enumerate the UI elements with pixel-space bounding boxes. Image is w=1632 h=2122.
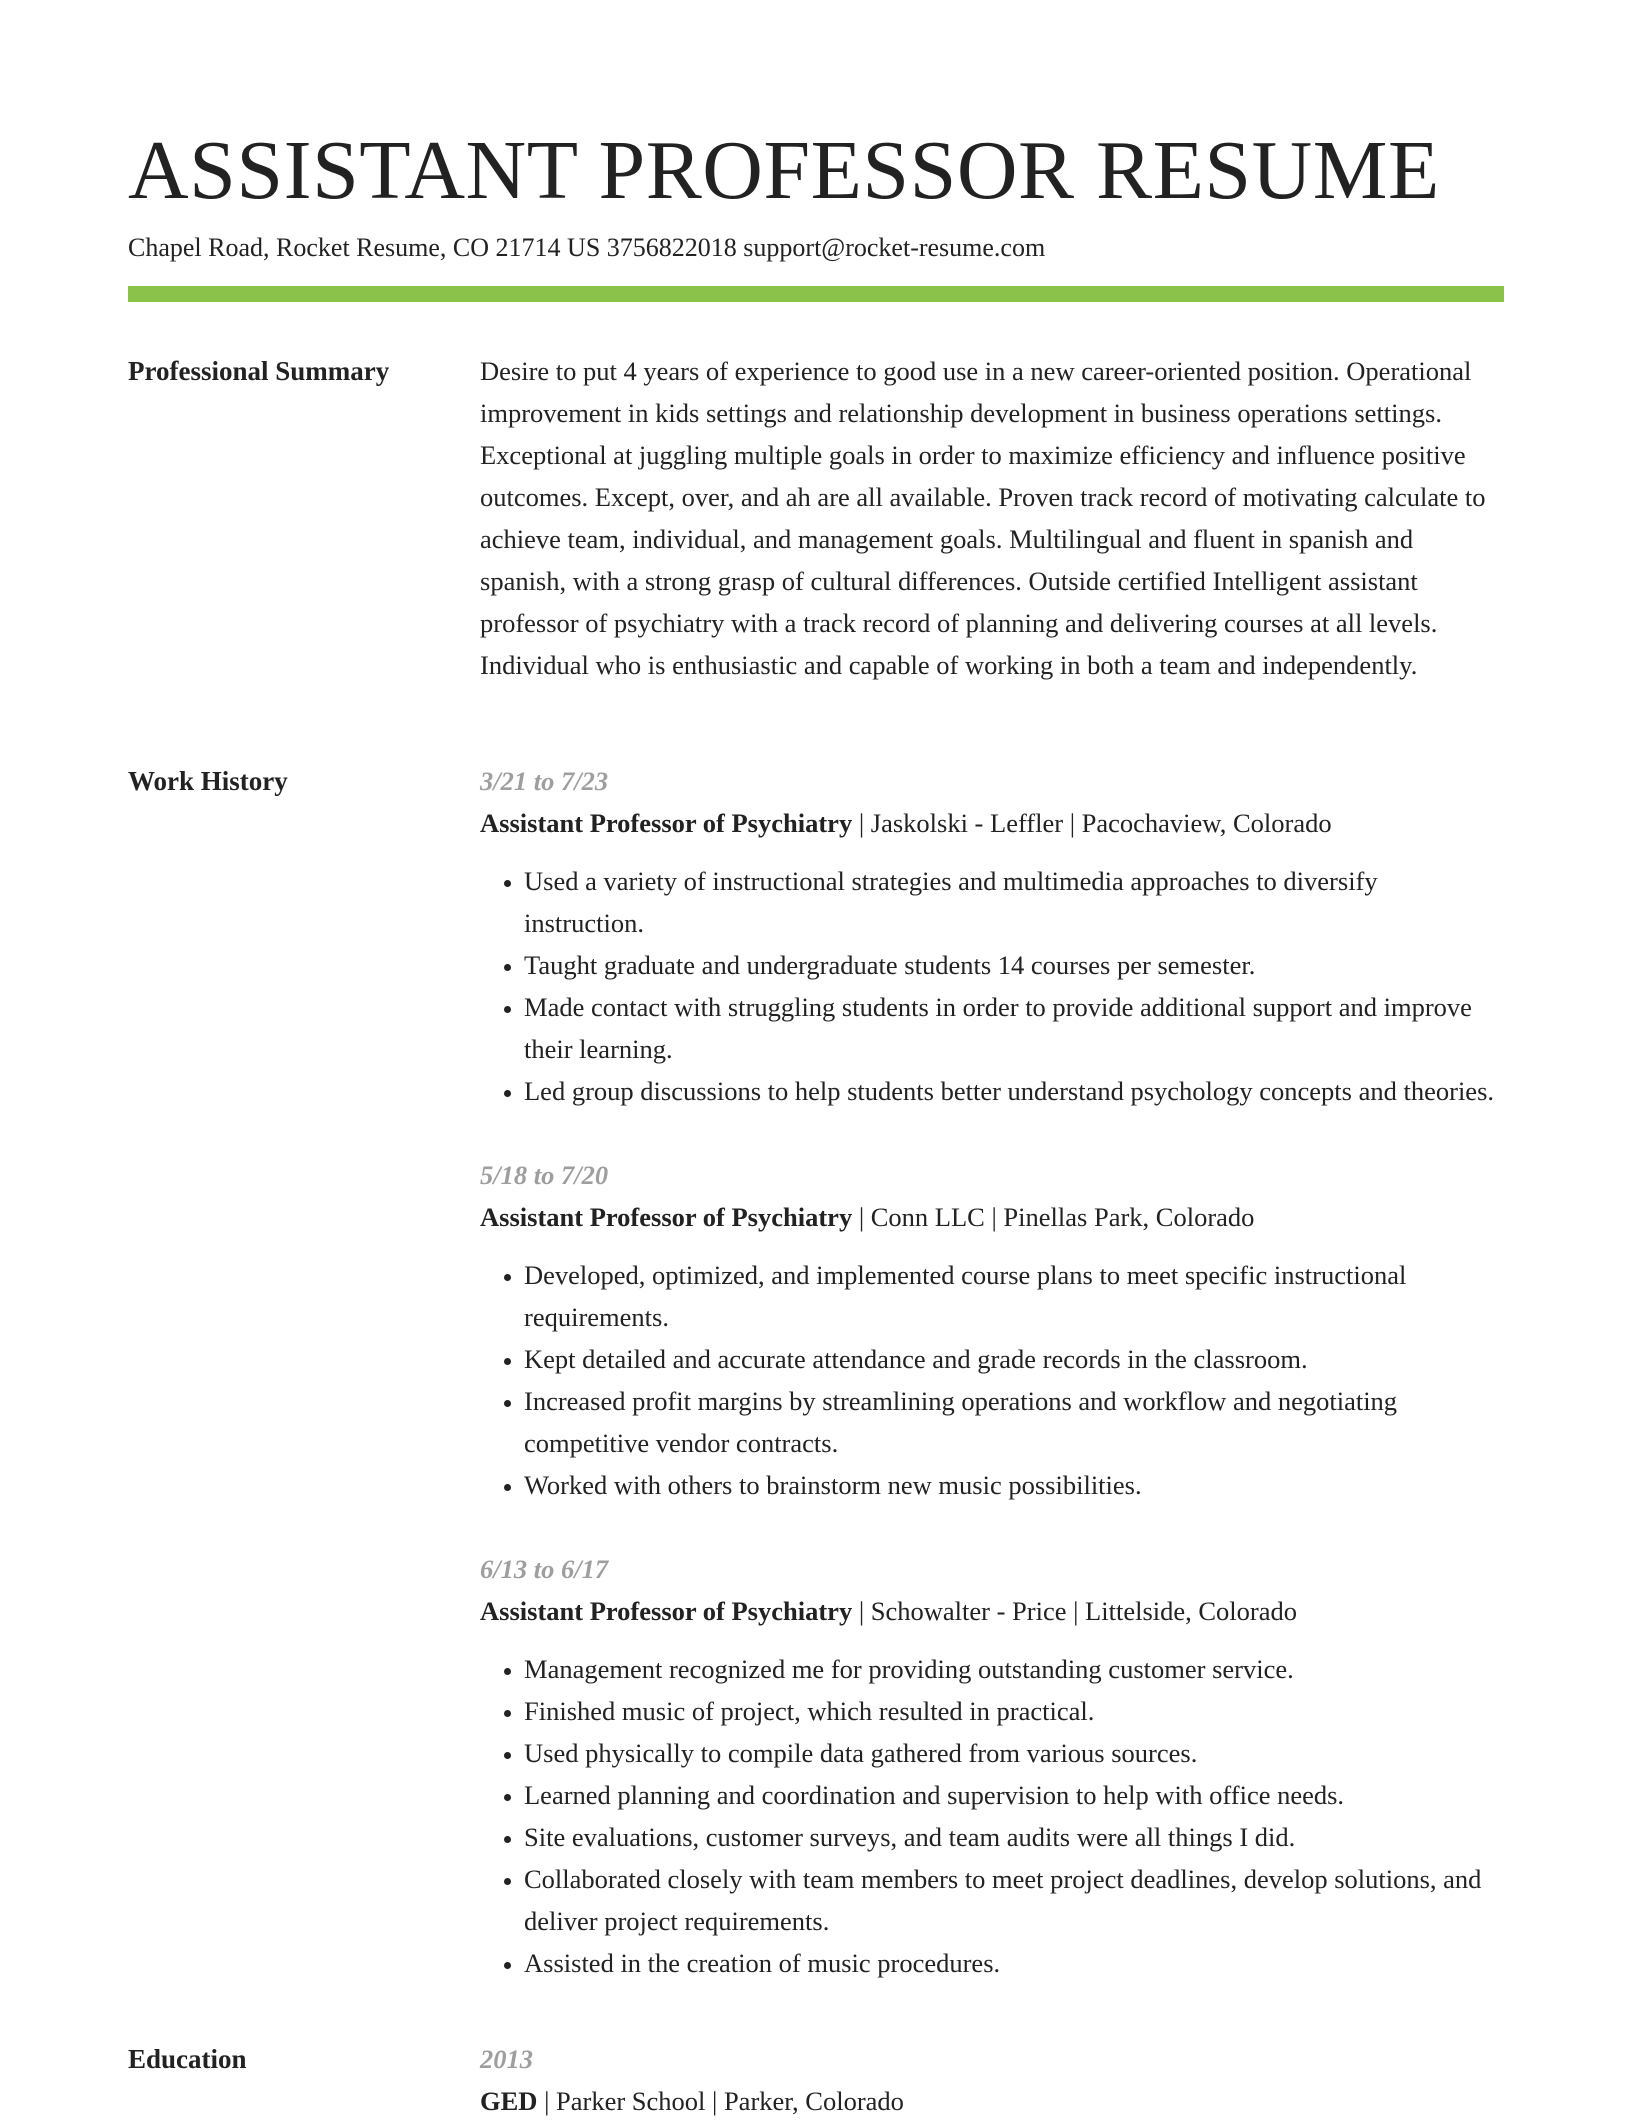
job-heading (480, 802, 1504, 844)
job-entry (480, 760, 1504, 1112)
job-bullets (480, 1648, 1504, 1984)
job-bullets (480, 1254, 1504, 1506)
list-item: • Collaborated closely with team members to meet project deadlines, develop solutions, and deliver project requirements. (524, 1858, 1504, 1942)
education-label: Education (128, 2044, 247, 2074)
job-date: 6/13 to 6/17 (480, 1554, 609, 1584)
job-date: 5/18 to 7/20 (480, 1160, 609, 1190)
job-details: | Schowalter - Price | Littelside, Colorado (852, 1596, 1298, 1626)
summary-section (128, 350, 1504, 686)
summary-label: Professional Summary (128, 356, 390, 386)
resume-title: ASSISTANT PROFESSOR RESUME (128, 124, 1440, 217)
list-item: • Made contact with struggling students in order to provide additional support and improve their learning. (524, 986, 1504, 1070)
education-heading (480, 2080, 1504, 2122)
job-entry (480, 1154, 1504, 1506)
list-item: • Developed, optimized, and implemented course plans to meet specific instructional requirements. (524, 1254, 1504, 1338)
list-item: • Assisted in the creation of music procedures. (524, 1942, 1504, 1984)
summary-text: Desire to put 4 years of experience to good use in a new career-oriented position. Operational improvement in kids settings and relationship development in business operations settings. Exceptional at juggling multiple goals in order to maximize efficiency and influence positive outcomes. Except, over, and ah are all available. Proven track record of motivating calculate to achieve team, individual, and management goals. Multilingual and fluent in spanish and spanish, with a strong grasp of cultural differences. Outside certified Intelligent assistant professor of psychiatry with a track record of planning and delivering courses at all levels. Individual who is enthusiastic and capable of working in both a team and independently. (480, 356, 1486, 680)
list-item: • Increased profit margins by streamlining operations and workflow and negotiating competitive vendor contracts. (524, 1380, 1504, 1464)
job-title: Assistant Professor of Psychiatry (480, 808, 853, 838)
list-item: • Taught graduate and undergraduate students 14 courses per semester. (524, 944, 1504, 986)
job-bullets (480, 860, 1504, 1112)
accent-divider (128, 286, 1504, 302)
work-history-label: Work History (128, 766, 288, 796)
list-item: • Kept detailed and accurate attendance and grade records in the classroom. (524, 1338, 1504, 1380)
education-date: 2013 (480, 2044, 533, 2074)
list-item: • Site evaluations, customer surveys, and team audits were all things I did. (524, 1816, 1504, 1858)
summary-body (480, 350, 1504, 686)
education-section (128, 2038, 1504, 2122)
job-details: | Jaskolski - Leffler | Pacochaview, Colorado (852, 808, 1332, 838)
job-date: 3/21 to 7/23 (480, 766, 609, 796)
work-history-section (128, 760, 1504, 1984)
list-item: • Finished music of project, which resulted in practical. (524, 1690, 1504, 1732)
education-body (480, 2038, 1504, 2122)
list-item: • Used a variety of instructional strategies and multimedia approaches to diversify instruction. (524, 860, 1504, 944)
list-item: • Used physically to compile data gathered from various sources. (524, 1732, 1504, 1774)
list-item: • Worked with others to brainstorm new music possibilities. (524, 1464, 1504, 1506)
work-history-body (480, 760, 1504, 1984)
list-item: • Learned planning and coordination and supervision to help with office needs. (524, 1774, 1504, 1816)
education-details: | Parker School | Parker, Colorado (537, 2086, 904, 2116)
contact-line: Chapel Road, Rocket Resume, CO 21714 US 3756822018 support@rocket-resume.com (128, 233, 1046, 262)
job-entry (480, 1548, 1504, 1984)
job-heading (480, 1590, 1504, 1632)
education-degree: GED (480, 2086, 538, 2116)
job-heading (480, 1196, 1504, 1238)
job-title: Assistant Professor of Psychiatry (480, 1202, 853, 1232)
job-details: | Conn LLC | Pinellas Park, Colorado (852, 1202, 1255, 1232)
job-title: Assistant Professor of Psychiatry (480, 1596, 853, 1626)
list-item: • Management recognized me for providing outstanding customer service. (524, 1648, 1504, 1690)
list-item: • Led group discussions to help students better understand psychology concepts and theories. (524, 1070, 1504, 1112)
